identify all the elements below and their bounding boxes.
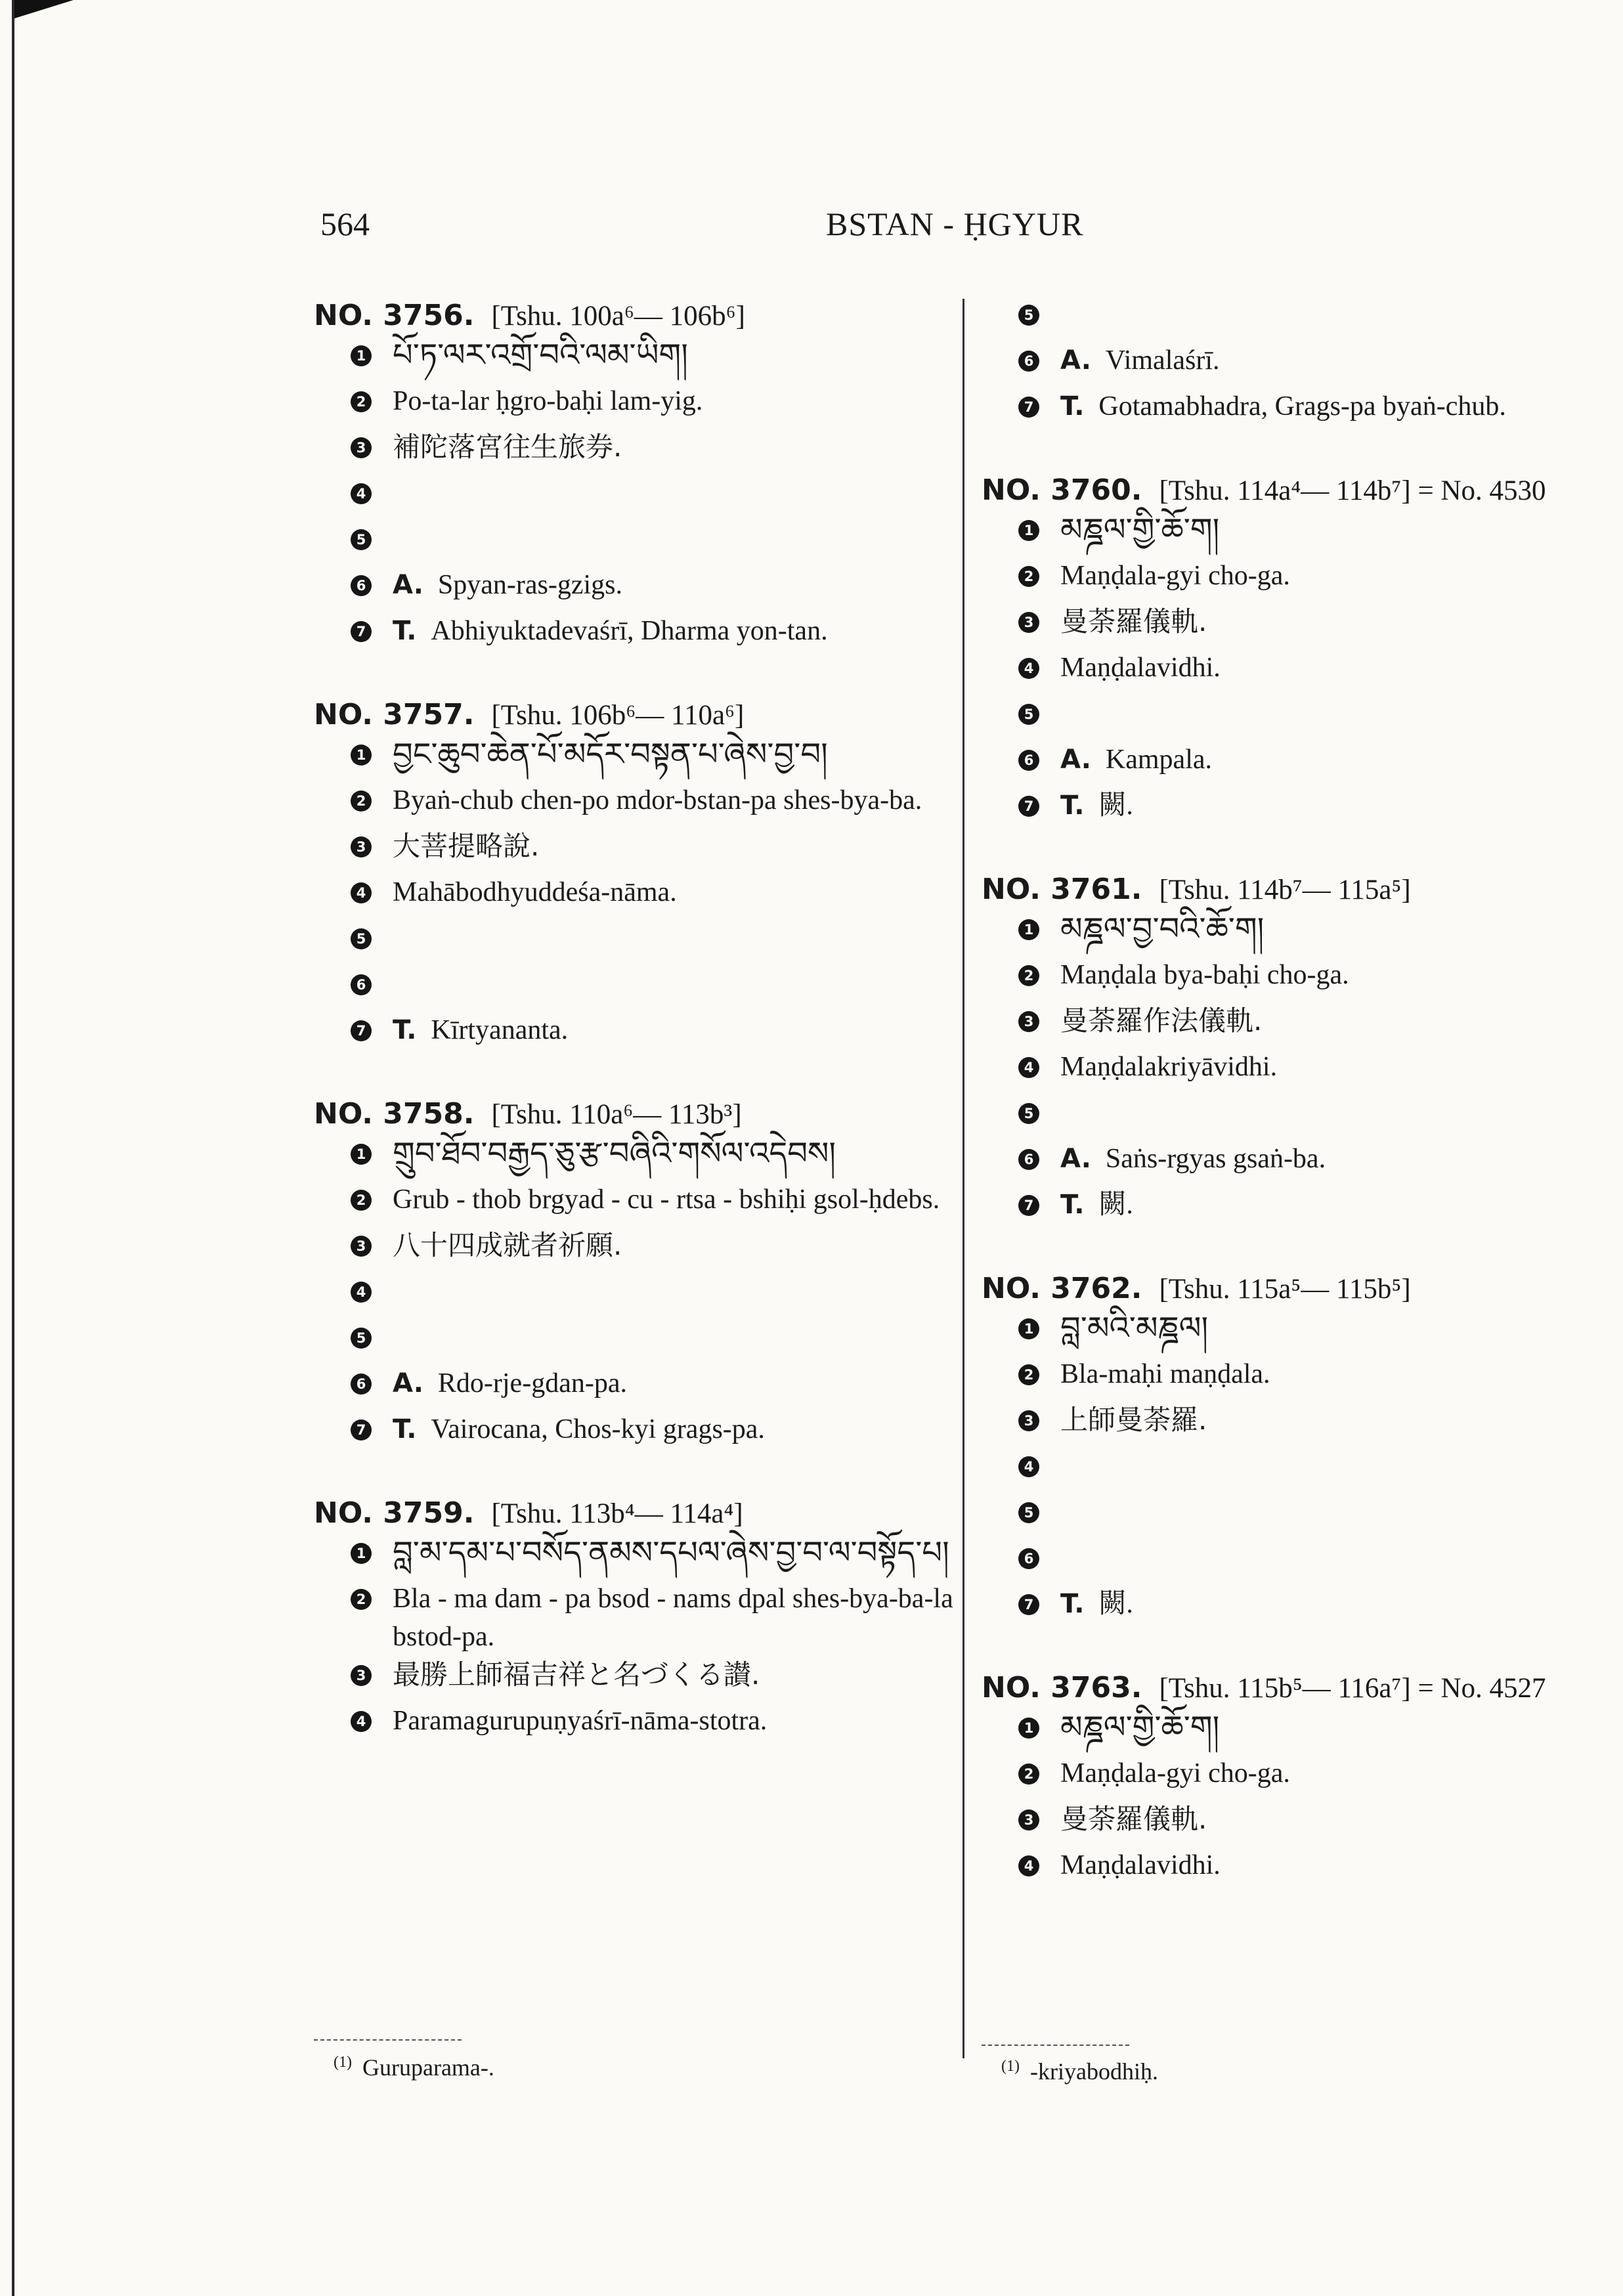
entry-field <box>314 965 957 1011</box>
field-text: Saṅs-rgyas gsaṅ-ba. <box>1105 1144 1326 1174</box>
catalog-entry <box>314 295 957 658</box>
footnote-marker: (1) <box>1001 2058 1020 2075</box>
footnote-right <box>1001 2058 1158 2085</box>
field-number-badge: 3 <box>351 1236 372 1257</box>
entry-field <box>314 520 957 566</box>
entry-field <box>982 1447 1612 1493</box>
entry-reference: [Tshu. 114a⁴— 114b⁷] = No. 4530 <box>1159 475 1546 506</box>
field-number-badge: 1 <box>351 1144 372 1165</box>
footnote-rule-left <box>314 2039 462 2041</box>
entry-heading <box>314 695 957 735</box>
running-head <box>320 205 1430 251</box>
entry-field <box>982 295 1612 341</box>
entry-heading <box>314 1094 957 1135</box>
field-number-badge: 2 <box>351 1589 372 1610</box>
entry-field <box>982 341 1612 387</box>
field-number-badge: 7 <box>1018 1195 1039 1216</box>
footnote-text: Guruparama-. <box>362 2054 494 2081</box>
field-text: Maṇḍala-gyi cho-ga. <box>1060 561 1290 591</box>
entry-field <box>314 1180 957 1226</box>
field-number-badge: 7 <box>351 1419 372 1440</box>
entry-reference: [Tshu. 100a⁶— 106b⁶] <box>491 301 745 332</box>
entry-heading <box>982 869 1612 910</box>
tibetan-title: བྱང་ཆུབ་ཆེན་པོ་མདོར་བསྟན་པ་ཞེས་བྱ་བ། <box>393 736 828 773</box>
field-role: A. <box>393 570 423 600</box>
entry-field <box>314 612 957 658</box>
entry-heading <box>314 1493 957 1534</box>
entry-heading <box>982 470 1612 511</box>
entry-field <box>982 1585 1612 1631</box>
catalog-entry <box>314 1094 957 1456</box>
entry-field <box>314 1226 957 1272</box>
field-number-badge: 6 <box>351 974 372 995</box>
entry-reference: [Tshu. 110a⁶— 113b³] <box>491 1099 742 1130</box>
field-number-badge: 1 <box>1018 520 1039 541</box>
entry-field <box>314 336 957 382</box>
entry-field <box>982 1094 1612 1140</box>
entry-field <box>982 1539 1612 1585</box>
field-number-badge: 2 <box>351 391 372 412</box>
field-role: T. <box>1060 791 1085 821</box>
tibetan-title: བླ་མའི་མཎྜལ། <box>1060 1310 1209 1347</box>
field-role: A. <box>1060 345 1091 376</box>
page-edge <box>12 0 14 2296</box>
field-text: Maṇḍala bya-baḥi cho-ga. <box>1060 960 1349 990</box>
page-number: 564 <box>320 206 370 242</box>
field-role: T. <box>1060 1589 1085 1619</box>
field-number-badge: 1 <box>351 1543 372 1564</box>
entry-field <box>314 474 957 520</box>
entry-number: NO. 3763. <box>982 1671 1142 1704</box>
tibetan-title: གྲུབ་ཐོབ་བརྒྱད་ཅུ་རྩ་བཞིའི་གསོལ་འདེབས། <box>393 1135 836 1172</box>
entry-number: NO. 3758. <box>314 1097 475 1131</box>
column-divider <box>963 299 964 2058</box>
field-number-badge: 3 <box>351 836 372 857</box>
catalog-entry <box>982 295 1612 433</box>
entry-number: NO. 3757. <box>314 698 475 731</box>
entry-field <box>982 1708 1612 1754</box>
field-text: Gotamabhadra, Grags-pa byaṅ-chub. <box>1098 391 1506 422</box>
entry-field <box>314 1135 957 1180</box>
tibetan-title: མཎྜལ་གྱི་ཆོ་ག། <box>1060 511 1220 548</box>
entry-heading <box>314 295 957 336</box>
entry-field <box>314 827 957 873</box>
catalog-entry <box>982 470 1612 833</box>
field-number-badge: 5 <box>351 1328 372 1349</box>
catalog-entry <box>982 869 1612 1232</box>
entry-heading <box>982 1268 1612 1309</box>
entry-field <box>982 1800 1612 1846</box>
field-number-badge: 5 <box>351 928 372 949</box>
entry-number: NO. 3760. <box>982 473 1142 507</box>
field-text: Maṇḍalavidhi. <box>1060 653 1221 683</box>
field-number-badge: 4 <box>351 483 372 504</box>
entry-field <box>982 787 1612 833</box>
japanese-title: 曼荼羅儀軌. <box>1060 1803 1207 1835</box>
entry-reference: [Tshu. 113b⁴— 114a⁴] <box>491 1498 743 1529</box>
entry-field <box>314 566 957 612</box>
footnote-text: -kriyabodhiḥ. <box>1029 2058 1158 2085</box>
field-number-badge: 7 <box>1018 796 1039 817</box>
entry-field <box>314 1410 957 1456</box>
field-text: Bla-maḥi maṇḍala. <box>1060 1359 1270 1389</box>
field-number-badge: 4 <box>1018 1456 1039 1477</box>
field-number-badge: 6 <box>1018 1548 1039 1569</box>
field-number-badge: 5 <box>1018 704 1039 725</box>
field-number-badge: 5 <box>1018 1103 1039 1124</box>
field-text: Maṇḍalakriyāvidhi. <box>1060 1052 1278 1082</box>
field-number-badge: 1 <box>351 745 372 766</box>
entry-field <box>982 387 1612 433</box>
footnote-left <box>334 2054 494 2081</box>
field-number-badge: 2 <box>1018 1764 1039 1785</box>
field-number-badge: 5 <box>1018 1502 1039 1523</box>
catalog-entry <box>982 1268 1612 1631</box>
footnote-marker: (1) <box>334 2054 352 2071</box>
field-text: Kampala. <box>1105 745 1212 775</box>
tibetan-title: མཎྜལ་གྱི་ཆོ་ག། <box>1060 1709 1220 1746</box>
field-role: A. <box>393 1368 423 1398</box>
field-number-badge: 4 <box>1018 1057 1039 1078</box>
entry-field <box>314 873 957 919</box>
entry-field <box>314 919 957 965</box>
field-number-badge: 7 <box>1018 1594 1039 1615</box>
catalog-entry <box>314 695 957 1057</box>
field-text: Spyan-ras-gzigs. <box>437 570 623 600</box>
entry-field <box>314 1534 957 1580</box>
entry-field <box>314 1272 957 1318</box>
field-number-badge: 3 <box>1018 1011 1039 1032</box>
japanese-title: 上師曼荼羅. <box>1060 1404 1207 1436</box>
field-role: T. <box>393 1015 417 1045</box>
field-role: T. <box>393 616 417 646</box>
field-text: 闕. <box>1098 1190 1133 1220</box>
field-number-badge: 4 <box>351 1711 372 1732</box>
right-column <box>982 295 1612 1929</box>
field-number-badge: 2 <box>351 791 372 812</box>
field-number-badge: 7 <box>351 621 372 642</box>
field-number-badge: 4 <box>1018 658 1039 679</box>
entry-field <box>314 735 957 781</box>
entry-field <box>982 695 1612 741</box>
entry-field <box>982 1002 1612 1048</box>
field-text: Kīrtyananta. <box>431 1015 569 1045</box>
entry-field <box>314 428 957 474</box>
footnote-rule-right <box>982 2045 1129 2046</box>
entry-field <box>982 1493 1612 1539</box>
entry-number: NO. 3762. <box>982 1272 1142 1305</box>
entry-field <box>982 910 1612 956</box>
entry-reference: [Tshu. 106b⁶— 110a⁶] <box>491 700 745 731</box>
field-role: T. <box>1060 1190 1085 1220</box>
field-text: Vimalaśrī. <box>1105 345 1220 376</box>
entry-reference: [Tshu. 114b⁷— 115a⁵] <box>1159 875 1411 905</box>
japanese-title: 補陀落宮往生旅券. <box>393 431 622 463</box>
page-corner-mark <box>14 0 74 18</box>
field-number-badge: 3 <box>1018 612 1039 633</box>
entry-field <box>314 781 957 827</box>
entry-field <box>314 1580 957 1656</box>
entry-field <box>982 603 1612 649</box>
tibetan-title: པོ་ཏ་ལར་འགྲོ་བའི་ལམ་ཡིག། <box>393 337 688 374</box>
field-number-badge: 6 <box>351 1374 372 1395</box>
field-text: Mahābodhyuddeśa-nāma. <box>393 877 677 907</box>
field-number-badge: 4 <box>1018 1855 1039 1876</box>
field-number-badge: 7 <box>1018 397 1039 418</box>
entry-field <box>982 1355 1612 1401</box>
field-number-badge: 1 <box>1018 919 1039 940</box>
entry-number: NO. 3756. <box>314 299 475 332</box>
field-role: T. <box>1060 391 1085 422</box>
entry-field <box>982 557 1612 603</box>
field-number-badge: 4 <box>351 1282 372 1303</box>
field-number-badge: 6 <box>351 575 372 596</box>
japanese-title: 大菩提略說. <box>393 830 540 862</box>
field-number-badge: 3 <box>1018 1809 1039 1830</box>
entry-field <box>982 956 1612 1002</box>
field-number-badge: 2 <box>1018 1364 1039 1385</box>
field-number-badge: 2 <box>1018 566 1039 587</box>
entry-field <box>982 1309 1612 1355</box>
entry-field <box>314 1656 957 1702</box>
entry-field <box>982 1846 1612 1892</box>
field-text: Rdo-rje-gdan-pa. <box>437 1368 627 1398</box>
tibetan-title: བླ་མ་དམ་པ་བསོད་ནམས་དཔལ་ཞེས་བྱ་བ་ལ་བསྟོད་པ། <box>393 1534 949 1571</box>
entry-field <box>982 1401 1612 1447</box>
field-number-badge: 5 <box>351 529 372 550</box>
field-role: A. <box>1060 745 1091 775</box>
field-number-badge: 1 <box>1018 1318 1039 1339</box>
entry-field <box>982 741 1612 787</box>
field-text: Maṇḍala-gyi cho-ga. <box>1060 1758 1290 1788</box>
field-number-badge: 4 <box>351 882 372 903</box>
field-number-badge: 1 <box>351 345 372 366</box>
japanese-title: 最勝上師福吉祥と名づくる讃. <box>393 1658 760 1691</box>
field-text: Byaṅ-chub chen-po mdor-bstan-pa shes-bya-ba. <box>393 785 922 815</box>
field-number-badge: 6 <box>1018 750 1039 771</box>
catalog-entry <box>314 1493 957 1748</box>
entry-field <box>314 1364 957 1410</box>
field-role: A. <box>1060 1144 1091 1174</box>
entry-number: NO. 3761. <box>982 873 1142 906</box>
field-text: Po-ta-lar ḥgro-baḥi lam-yig. <box>393 386 703 416</box>
entry-field <box>314 1011 957 1057</box>
field-text: 闕. <box>1098 1589 1133 1619</box>
entry-field <box>982 649 1612 695</box>
field-number-badge: 2 <box>1018 965 1039 986</box>
entry-field <box>982 511 1612 557</box>
entry-number: NO. 3759. <box>314 1496 475 1530</box>
entry-field <box>982 1754 1612 1800</box>
field-text: Paramagurupuṇyaśrī-nāma-stotra. <box>393 1706 768 1736</box>
field-number-badge: 3 <box>351 437 372 458</box>
running-title: BSTAN - ḤGYUR <box>826 206 1084 242</box>
japanese-title: 曼荼羅儀軌. <box>1060 605 1207 638</box>
field-text: Maṇḍalavidhi. <box>1060 1850 1221 1880</box>
field-text: Bla - ma dam - pa bsod - nams dpal shes-bya-ba-la bstod-pa. <box>393 1584 953 1652</box>
entry-field <box>982 1186 1612 1232</box>
tibetan-title: མཎྜལ་བྱ་བའི་ཆོ་ག། <box>1060 911 1265 947</box>
field-number-badge: 7 <box>351 1020 372 1041</box>
field-number-badge: 6 <box>1018 1149 1039 1170</box>
field-text: Grub - thob brgyad - cu - rtsa - bshiḥi gsol-ḥdebs. <box>393 1184 940 1215</box>
field-number-badge: 2 <box>351 1190 372 1211</box>
field-text: Abhiyuktadevaśrī, Dharma yon-tan. <box>431 616 828 646</box>
japanese-title: 曼荼羅作法儀軌. <box>1060 1005 1263 1037</box>
entry-heading <box>982 1668 1612 1708</box>
field-text: Vairocana, Chos-kyi grags-pa. <box>431 1414 765 1444</box>
field-role: T. <box>393 1414 417 1444</box>
field-number-badge: 3 <box>1018 1410 1039 1431</box>
field-number-badge: 5 <box>1018 305 1039 326</box>
field-text: 闕. <box>1098 791 1133 821</box>
catalog-entry <box>982 1668 1612 1892</box>
entry-field <box>982 1140 1612 1186</box>
field-number-badge: 6 <box>1018 351 1039 372</box>
entry-reference: [Tshu. 115b⁵— 116a⁷] = No. 4527 <box>1159 1673 1546 1704</box>
field-number-badge: 3 <box>351 1665 372 1686</box>
field-number-badge: 1 <box>1018 1718 1039 1739</box>
japanese-title: 八十四成就者祈願. <box>393 1229 622 1261</box>
entry-field <box>314 382 957 428</box>
entry-field <box>314 1318 957 1364</box>
left-column <box>314 295 957 1785</box>
entry-field <box>314 1702 957 1748</box>
entry-reference: [Tshu. 115a⁵— 115b⁵] <box>1159 1274 1411 1305</box>
entry-field <box>982 1048 1612 1094</box>
